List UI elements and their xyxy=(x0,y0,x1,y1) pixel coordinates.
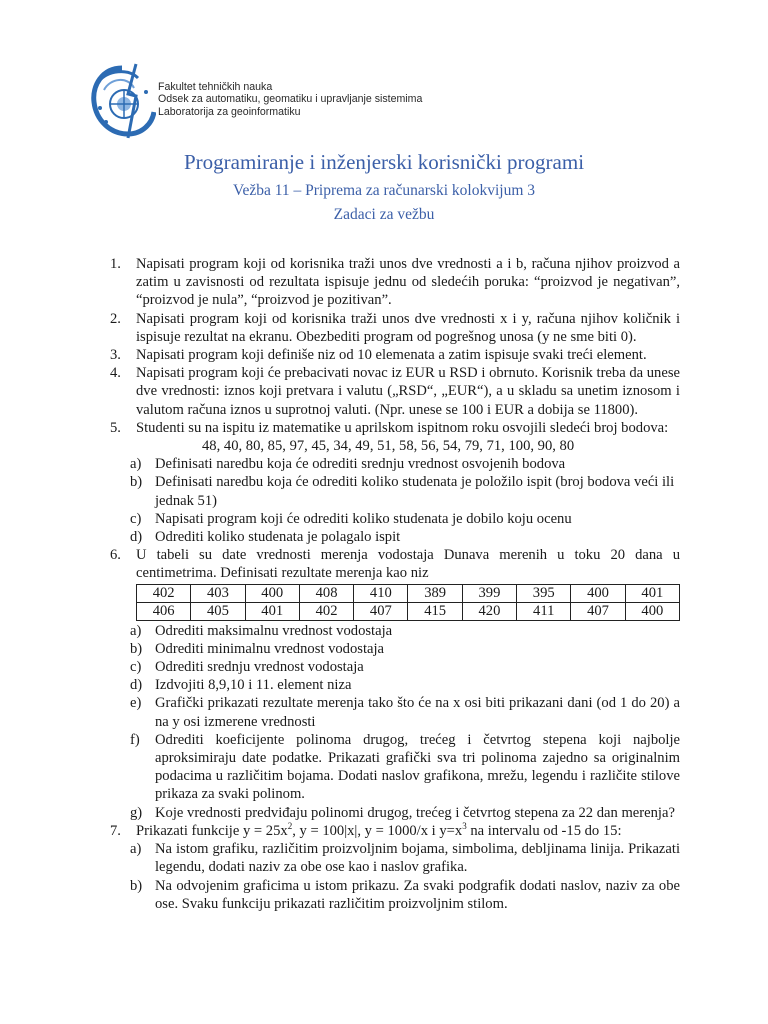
faculty-logo-icon xyxy=(88,62,156,142)
table-row xyxy=(137,584,680,602)
institution-line: Odsek za automatiku, geomatiku i upravljanje sistemima xyxy=(158,93,423,106)
subtask-letter: f) xyxy=(130,731,140,748)
subtask-item xyxy=(110,640,680,658)
table-cell: 402 xyxy=(137,584,191,602)
task-item xyxy=(110,310,680,346)
subtask-item xyxy=(110,510,680,528)
table-cell: 395 xyxy=(517,584,571,602)
task-item xyxy=(110,546,680,620)
subtask-letter: a) xyxy=(130,622,142,639)
subtask-letter: d) xyxy=(130,677,143,694)
subtask-item xyxy=(110,840,680,876)
subtask-letter: c) xyxy=(130,659,142,676)
table-cell: 420 xyxy=(462,602,516,620)
task-number: 5. xyxy=(110,419,121,436)
subtask-item xyxy=(110,877,680,913)
table-cell: 400 xyxy=(625,602,679,620)
task-item xyxy=(110,419,680,455)
task-text-part: na intervalu od -15 do 15: xyxy=(466,822,622,839)
subtask-letter: e) xyxy=(130,695,142,712)
subtask-text: Na istom grafiku, različitim proizvoljnim bojama, simbolima, debljinama linija. Prikazati legendu, dodati naziv za obe ose kao i naslov grafika. xyxy=(155,841,680,876)
table-cell: 403 xyxy=(191,584,245,602)
task-text xyxy=(136,823,622,839)
task-item xyxy=(110,364,680,419)
task-text-part: , y = 100|x|, y = 1000/x i y=x xyxy=(292,822,463,839)
subtask-text: Na odvojenim graficima u istom prikazu. Za svaki podgrafik dodati naslov, naziv za obe ose. Svaku funkciju prikazati različitim proizvoljnim stilom. xyxy=(155,877,680,912)
task-text: Napisati program koji definiše niz od 10 elemenata a zatim ispisuje svaki treći element. xyxy=(136,347,647,364)
score-list: 48, 40, 80, 85, 97, 45, 34, 49, 51, 58, 56, 54, 79, 71, 100, 90, 80 xyxy=(202,438,575,455)
subtask-item xyxy=(110,731,680,804)
task-text: Napisati program koji od korisnika traži unos dve vrednosti a i b, računa njihov proizvod a zatim u zavisnosti od rezultata ispisuje jednu od sledećih poruka: “proizvod je negativan”, “proizvod je nula”, “proizvod je pozitivan”. xyxy=(136,256,680,309)
table-cell: 402 xyxy=(299,602,353,620)
subtask-item xyxy=(110,528,680,546)
exponent: 3 xyxy=(462,821,467,832)
water-level-table xyxy=(136,584,680,621)
subtask-letter: b) xyxy=(130,474,143,491)
subtask-item xyxy=(110,658,680,676)
table-cell: 415 xyxy=(408,602,462,620)
subtask-item xyxy=(110,694,680,730)
subtask-item xyxy=(110,676,680,694)
task-text: Napisati program koji će prebacivati novac iz EUR u RSD i obrnuto. Korisnik treba da unese dve vrednosti: iznos koji pretvara i valutu („RSD“, „EUR“), a u skladu sa unetim iznosom i valutom računa iznos u suprotnoj valuti. (Npr. unese se 100 i EUR a dobija se 11800). xyxy=(136,365,680,418)
subtask-text: Koje vrednosti predviđaju polinomi drugog, trećeg i četvrtog stepena za 22 dan merenja? xyxy=(155,804,675,821)
subtask-text: Odrediti koliko studenata je polagalo ispit xyxy=(155,529,401,546)
task-number: 4. xyxy=(110,365,121,382)
subtask-letter: a) xyxy=(130,456,142,473)
table-cell: 406 xyxy=(137,602,191,620)
subtask-letter: g) xyxy=(130,804,143,821)
table-cell: 410 xyxy=(354,584,408,602)
table-cell: 411 xyxy=(517,602,571,620)
task-item xyxy=(110,346,680,364)
subtask-text: Napisati program koji će odrediti koliko studenata je dobilo koju ocenu xyxy=(155,510,572,527)
task-number: 7. xyxy=(110,822,121,839)
table-cell: 401 xyxy=(245,602,299,620)
table-cell: 407 xyxy=(354,602,408,620)
task-list xyxy=(110,255,680,913)
subtask-letter: d) xyxy=(130,529,143,546)
subtask-item xyxy=(110,473,680,509)
subtask-item xyxy=(110,455,680,473)
institution-info xyxy=(158,81,422,118)
subtask-text: Odrediti koeficijente polinoma drugog, trećeg i četvrtog stepena koji najbolje aproksimiraju date podatke. Prikazati grafički sva tri polinoma zajedno sa originalnim podacima u različitim bojama. Dodati naslov grafikona, mrežu, legendu i različite stilove prikaza za svaki polinom. xyxy=(155,731,680,803)
subtask-text: Grafički prikazati rezultate merenja tako što će na x osi biti prikazani dani (od 1 do 20) a na y osi izmerene vrednosti xyxy=(155,695,680,730)
task-number: 3. xyxy=(110,347,121,364)
table-cell: 407 xyxy=(571,602,625,620)
task-number: 2. xyxy=(110,310,121,327)
subtask-letter: b) xyxy=(130,640,143,657)
subtask-letter: b) xyxy=(130,877,143,894)
table-row xyxy=(137,602,680,620)
table-cell: 389 xyxy=(408,584,462,602)
table-cell: 408 xyxy=(299,584,353,602)
task-text: Studenti su na ispitu iz matematike u aprilskom ispitnom roku osvojili sledeći broj bodova: xyxy=(136,419,669,436)
subtask-letter: c) xyxy=(130,510,142,527)
subtask-text: Odrediti minimalnu vrednost vodostaja xyxy=(155,640,385,657)
table-cell: 401 xyxy=(625,584,679,602)
task-item xyxy=(110,822,680,840)
table-cell: 399 xyxy=(462,584,516,602)
subtask-letter: a) xyxy=(130,841,142,858)
table-cell: 400 xyxy=(571,584,625,602)
subtask-item xyxy=(110,622,680,640)
subtask-text: Odrediti maksimalnu vrednost vodostaja xyxy=(155,622,393,639)
task-text-part: Prikazati funkcije y = 25x xyxy=(136,822,288,839)
subtask-text: Odrediti srednju vrednost vodostaja xyxy=(155,659,364,676)
subtask-text: Definisati naredbu koja će odrediti koliko studenata je položilo ispit (broj bodova veći ili jednak 51) xyxy=(155,474,675,509)
page-title: Programiranje i inženjerski korisnički programi xyxy=(183,150,585,174)
task-number: 6. xyxy=(110,547,121,564)
exponent: 2 xyxy=(287,821,293,832)
table-cell: 400 xyxy=(245,584,299,602)
subtask-item xyxy=(110,804,680,822)
table-cell: 405 xyxy=(191,602,245,620)
title-block xyxy=(0,148,768,225)
section-title: Zadaci za vežbu xyxy=(333,206,435,223)
task-item xyxy=(110,255,680,310)
task-number: 1. xyxy=(110,256,121,272)
task-text: U tabeli su date vrednosti merenja vodostaja Dunava merenih u toku 20 dana u centimetrima. Definisati rezultate merenja kao niz xyxy=(136,547,680,582)
institution-line: Laboratorija za geoinformatiku xyxy=(158,105,301,118)
subtask-text: Definisati naredbu koja će odrediti srednju vrednost osvojenih bodova xyxy=(155,456,566,473)
institution-line: Fakultet tehničkih nauka xyxy=(158,81,273,93)
exercise-subtitle: Vežba 11 – Priprema za računarski kolokvijum 3 xyxy=(232,182,535,199)
page-header xyxy=(88,62,488,142)
task-text: Napisati program koji od korisnika traži unos dve vrednosti x i y, računa njihov količnik i ispisuje rezultat na ekranu. Obezbediti program od pogrešnog unosa (y ne sme biti 0). xyxy=(136,310,680,345)
subtask-text: Izdvojiti 8,9,10 i 11. element niza xyxy=(155,677,352,694)
